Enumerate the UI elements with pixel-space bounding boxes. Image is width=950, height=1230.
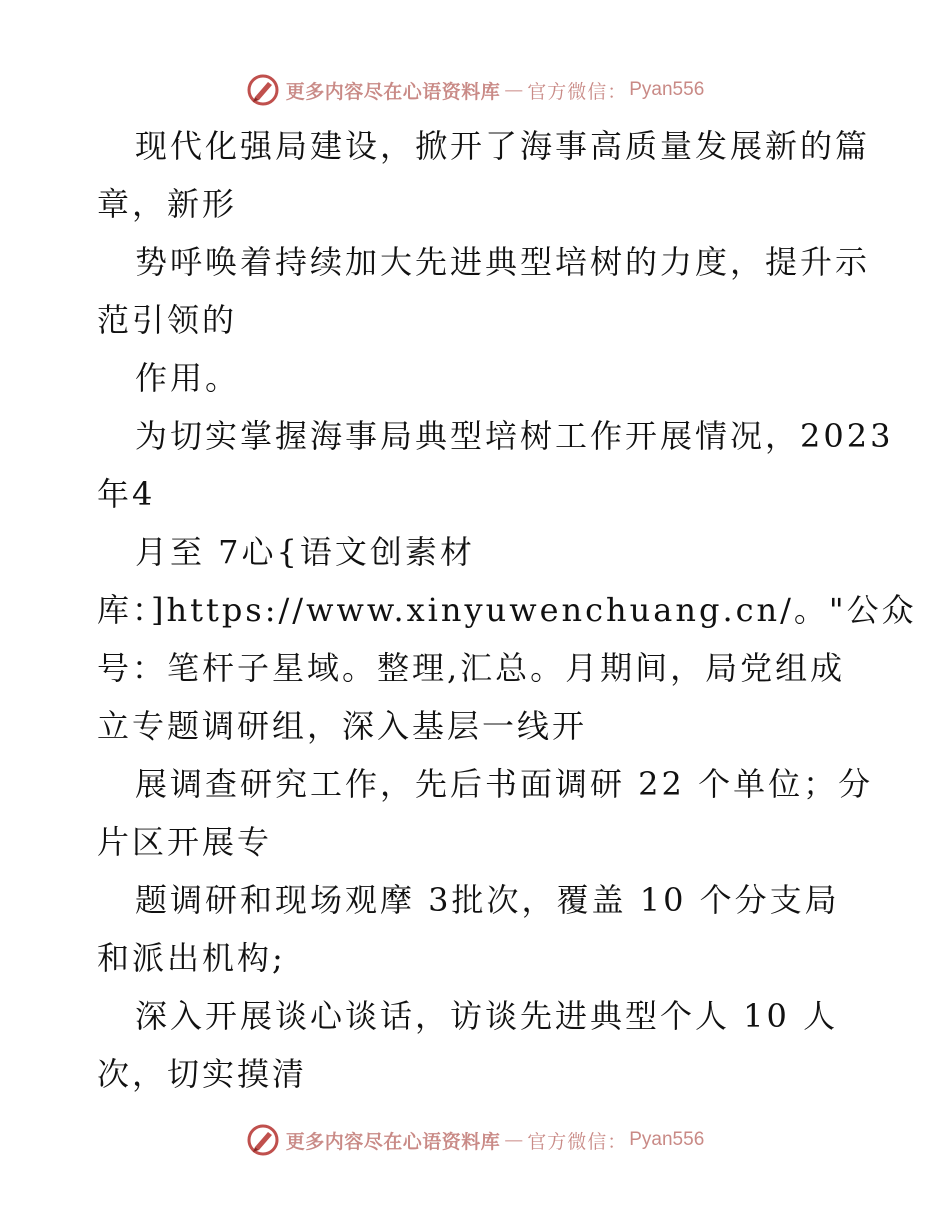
body-line: 展调查研究工作，先后书面调研 22 个单位；分 bbox=[135, 765, 874, 803]
body-line: 题调研和现场观摩 3批次，覆盖 10 个分支局 bbox=[135, 881, 840, 919]
banner-wechat-id: Pyan556 bbox=[629, 1129, 705, 1150]
body-line: 和派出机构; bbox=[97, 939, 286, 977]
header-banner bbox=[0, 70, 950, 110]
body-line: 月至 7心{语文创素材 bbox=[135, 533, 475, 571]
body-line: 次，切实摸清 bbox=[97, 1055, 308, 1093]
pen-logo-icon bbox=[246, 73, 280, 107]
banner-title: 更多内容尽在心语资料库 bbox=[285, 80, 501, 103]
banner-wechat-label: 官方微信： bbox=[527, 80, 628, 103]
footer-banner bbox=[0, 1120, 950, 1160]
document-body bbox=[97, 117, 917, 1103]
body-line: 号：笔杆子星域。整理,汇总。月期间，局党组成 bbox=[97, 649, 846, 687]
body-line: 为切实掌握海事局典型培树工作开展情况，2023 bbox=[135, 417, 894, 455]
body-line: 章，新形 bbox=[97, 185, 238, 223]
body-line: 立专题调研组，深入基层一线开 bbox=[97, 707, 588, 745]
banner-separator: — bbox=[504, 79, 524, 101]
banner-separator: — bbox=[504, 1129, 524, 1151]
body-line: 库：]https://www.xinyuwenchuang.cn/。"公众 bbox=[97, 591, 917, 629]
body-line: 势呼唤着持续加大先进典型培树的力度，提升示 bbox=[135, 243, 871, 281]
banner-wechat-id: Pyan556 bbox=[629, 79, 705, 100]
banner-title: 更多内容尽在心语资料库 bbox=[285, 1130, 501, 1153]
body-line: 年4 bbox=[97, 475, 156, 513]
body-line: 深入开展谈心谈话，访谈先进典型个人 10 人 bbox=[135, 997, 839, 1035]
body-line: 现代化强局建设，掀开了海事高质量发展新的篇 bbox=[135, 127, 871, 165]
body-line: 作用。 bbox=[135, 359, 241, 397]
banner-wechat-label: 官方微信： bbox=[527, 1130, 628, 1153]
pen-logo-icon bbox=[246, 1123, 280, 1157]
body-line: 范引领的 bbox=[97, 301, 238, 339]
body-line: 片区开展专 bbox=[97, 823, 273, 861]
